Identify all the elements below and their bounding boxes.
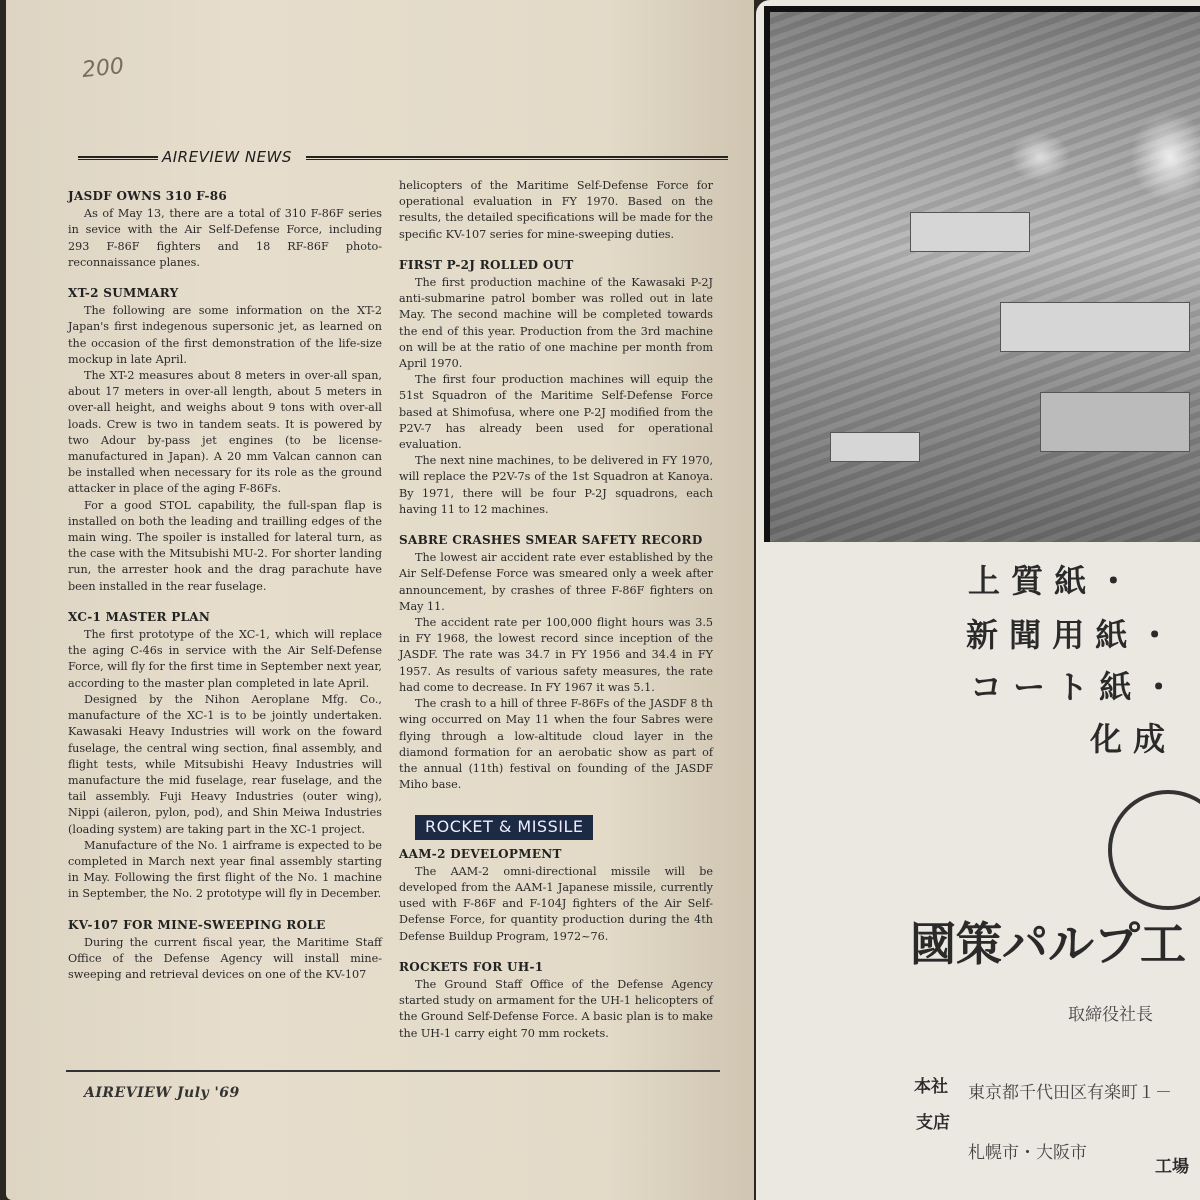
article-paragraph: The first prototype of the XC-1, which will replace the aging C-46s in service with the Air Self-Defense Force, will fly for the first time in September next year, according to the master plan completed in late April. (68, 628, 382, 690)
article-paragraph: The first four production machines will equip the 51st Squadron of the Maritime Self-Defense Force based at Shimofusa, where one P-2J modified from the P2V-7 has already been used for operational evaluation. (399, 373, 713, 452)
article-heading: AAM-2 DEVELOPMENT (399, 846, 562, 861)
news-article (399, 532, 713, 793)
footer-rule (66, 1070, 720, 1072)
hq-label: 本社 (914, 1077, 948, 1097)
company-name: 國策パルプ工 (910, 917, 1186, 971)
article-paragraph: The following are some information on the XT-2 Japan's first indegenous supersonic jet, as learned on the occasion of the first demonstration of the life-size mockup in late April. (68, 304, 382, 366)
article-paragraph: Manufacture of the No. 1 airframe is expected to be completed in March next year final assembly starting in May. Following the first flight of the No. 1 machine in September, the No. 2 prototype will fly in December. (68, 838, 382, 901)
article-paragraph: The Ground Staff Office of the Defense Agency started study on armament for the UH-1 helicopters of the Ground Self-Defense Force. A basic plan is to make the UH-1 carry eight 70 mm rockets. (399, 977, 713, 1040)
hq-address: 東京都千代田区有楽町１－ (968, 1083, 1172, 1103)
article-paragraph: The next nine machines, to be delivered in FY 1970, will replace the P2V-7s of the 1st Squadron at Kanoya. By 1971, there will be four P-2J squadrons, each having 11 to 12 machines. (399, 454, 713, 516)
news-article (399, 959, 713, 1042)
article-heading: KV-107 FOR MINE-SWEEPING ROLE (68, 917, 326, 932)
article-paragraph: During the current fiscal year, the Maritime Staff Office of the Defense Agency will install mine-sweeping and retrieval devices on one of the KV-107 (68, 935, 382, 982)
article-paragraph: Designed by the Nihon Aeroplane Mfg. Co., manufacture of the XC-1 is to be jointly undertaken. Kawasaki Heavy Industries will work on the foward fuselage, the central wing section, final assembly, and flight tests, while Mitsubishi Heavy Industries will manufacture the mid fuselage, rear fuselage, and the tail assembly. Fuji Heavy Industries (outer wing), Nippi (aileron, pylon, pod), and Shin Meiwa Industries (loading system) are taking part in the XC-1 project. (68, 692, 382, 836)
section-banner: ROCKET & MISSILE (415, 815, 593, 839)
article-heading: FIRST P-2J ROLLED OUT (399, 257, 574, 272)
news-article (68, 609, 382, 903)
branch-label: 支店 (916, 1113, 950, 1133)
article-paragraph: The AAM-2 omni-directional missile will be developed from the AAM-1 Japanese missile, currently used with F-86F and F-104J fighters of the Air Self-Defense Force, for quantity production during the 4th Defense Buildup Program, 1972~76. (399, 864, 713, 943)
ad-line-1: 上 質 紙 ・ (968, 562, 1130, 600)
article-heading: XT-2 SUMMARY (68, 286, 179, 301)
article-paragraph: The accident rate per 100,000 flight hours was 3.5 in FY 1968, the lowest record since inception of the JASDF. The rate was 34.7 in FY 1956 and 34.4 in FY 1957. As results of various safety measures, the rate had come to decrease. In FY 1967 it was 5.1. (399, 616, 713, 694)
article-paragraph: As of May 13, there are a total of 310 F-86F series in sevice with the Air Self-Defense Force, including 293 F-86F fighters and 18 RF-86F photo-reconnaissance planes. (68, 207, 382, 269)
article-column-1 (68, 188, 382, 997)
page-footer: AIREVIEW July '69 (84, 1085, 240, 1101)
masthead-rule-left (78, 156, 158, 160)
factory-label: 工場 (1155, 1157, 1189, 1177)
masthead (78, 148, 728, 166)
article-heading: XC-1 MASTER PLAN (68, 609, 211, 624)
masthead-rule-right (306, 156, 728, 160)
handwritten-note: 200 (80, 53, 126, 84)
article-heading: ROCKETS FOR UH-1 (399, 959, 544, 974)
ad-line-2: 新 聞 用 紙 ・ (966, 616, 1171, 654)
news-article (68, 917, 382, 984)
continued-paragraph: helicopters of the Maritime Self-Defense Force for operational evaluation in FY 1970. Based on the results, the detailed specifications will be made for the specific KV-107 series for mine-sweeping duties. (399, 179, 713, 241)
article-paragraph: The XT-2 measures about 8 meters in over-all span, about 17 meters in over-all length, about 5 meters in over-all height, and weighs about 9 tons with over-all loads. Crew is two in tandem seats. It is powered by two Adour by-pass jet engines (to be license-manufactured in Japan). A 20 mm Valcan cannon can be installed when necessary for its role as the ground attacker in place of the aging F-86Fs. (68, 369, 382, 496)
president-title: 取締役社長 (1068, 1005, 1153, 1025)
article-paragraph: The lowest air accident rate ever established by the Air Self-Defense Force was smeared only a week after announcement, by crashes of three F-86F fighters on May 11. (399, 551, 713, 613)
news-article (399, 846, 713, 945)
article-paragraph: The first production machine of the Kawasaki P-2J anti-submarine patrol bomber was rolled out in late May. The second machine will be completed towards the end of this year. Production from the 3rd machine on will be at the ratio of one machine per month from April 1970. (399, 276, 713, 371)
aerial-factory-photo (764, 6, 1200, 542)
masthead-title: AIREVIEW NEWS (162, 148, 292, 166)
article-paragraph: The crash to a hill of three F-86Fs of the JASDF 8 th wing occurred on May 11 when the four Sabres were flying through a low-altitude cloud layer in the diamond formation for an aerobatic show as part of the annual (11th) festival on founding of the JASDF Miho base. (399, 697, 713, 792)
news-article (68, 285, 382, 595)
branch-address: 札幌市・大阪市 (968, 1143, 1087, 1163)
article-column-2 (399, 178, 713, 1056)
ad-line-3: コ ー ト 紙 ・ (970, 668, 1175, 706)
article-heading: SABRE CRASHES SMEAR SAFETY RECORD (399, 533, 703, 548)
article-paragraph: For a good STOL capability, the full-span flap is installed on both the leading and trailling edges of the main wing. The spoiler is installed for lateral turn, as the case with the Mitsubishi MU-2. For shorter landing run, the arrester hook and the drag parachute have been installed in the rear fuselage. (68, 498, 382, 593)
ad-line-4: 化 成 (1090, 720, 1166, 758)
news-article (68, 188, 382, 271)
article-heading: JASDF OWNS 310 F-86 (68, 189, 228, 203)
news-article (399, 257, 713, 518)
